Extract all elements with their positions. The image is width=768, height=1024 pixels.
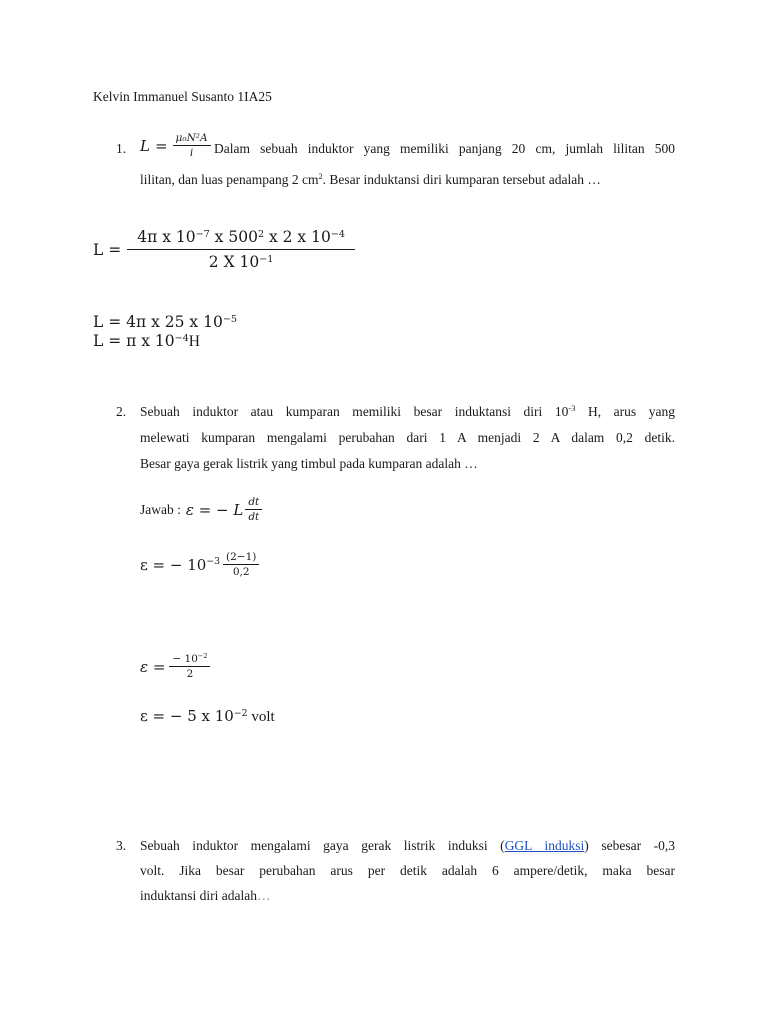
q1-calc1-fraction xyxy=(127,228,355,271)
q2-step2 xyxy=(140,653,210,680)
q1-formula-numerator: μ₀N²A xyxy=(173,132,211,146)
q2-step3: ε = − 5 x $10^{-2}$ volt xyxy=(140,707,275,725)
q2-jawab-label: Jawab : xyxy=(140,501,181,517)
q1-calc3: L = π x $10^{-4}H$ xyxy=(93,332,200,350)
q2-jawab-fraction: $\frac{dt}{dt}$ xyxy=(245,496,262,523)
q2-number: 2. xyxy=(116,404,127,419)
q1-calc1-denominator: 2 X $10^{-1}$ xyxy=(208,253,274,271)
q2-line2: melewati kumparan mengalami perubahan dari 1 A menjadi 2 A dalam 0,2 detik. xyxy=(140,430,675,445)
q2-step1 xyxy=(140,551,259,578)
q1-text-line1: Dalam sebuah induktor yang memiliki panjang 20 cm, jumlah lilitan 500 xyxy=(214,141,675,156)
q2-step1-lhs: ε = − $10^{-3}$ xyxy=(140,555,221,574)
q3-line3: induktansi diri adalah… xyxy=(140,888,271,903)
q1-formula-eq: = xyxy=(154,136,168,155)
q2-step1-fraction: $\frac{(2-1)}{0,2}$ xyxy=(223,551,259,578)
q1-text-line2: lilitan, dan luas penampang 2 $cm^2$. Besar induktansi diri kumparan tersebut adalah … xyxy=(140,172,601,187)
q1-calc1-numerator: 4π x $10^{-7}$ x $500^2$ x 2 x $10^{-4}$ xyxy=(127,228,355,250)
q1-number: 1. xyxy=(116,141,127,156)
q2-jawab-lhs: ε = − L xyxy=(185,500,244,519)
q1-formula-fraction xyxy=(173,132,211,159)
author-line: Kelvin Immanuel Susanto 1IA25 xyxy=(93,89,272,104)
q2-line1: Sebuah induktor atau kumparan memiliki besar induktansi diri $10^{-3}$ H, arus yang xyxy=(140,404,676,419)
q2-step2-lhs: ε = xyxy=(140,657,166,676)
q1-formula-line xyxy=(140,132,211,159)
q3-number: 3. xyxy=(116,838,127,853)
q1-calc1-lhs: L = xyxy=(93,240,122,259)
q1-formula-denominator: i xyxy=(189,147,194,159)
q1-formula-L: L xyxy=(140,136,150,155)
q3-line1: Sebuah induktor mengalami gaya gerak listrik induksi (GGL induksi) sebesar -0,3 xyxy=(140,838,676,853)
q1-calc2: L = 4π x 25 x $10^{-5}$ xyxy=(93,313,237,331)
q2-line3: Besar gaya gerak listrik yang timbul pada kumparan adalah … xyxy=(140,456,478,471)
q2-jawab xyxy=(140,496,262,523)
ggl-induksi-link[interactable]: GGL induksi xyxy=(504,838,585,853)
q2-step2-fraction: $\frac{- 10^{-2}}{2}$ xyxy=(169,653,210,680)
q3-line2: volt. Jika besar perubahan arus per detik adalah 6 ampere/detik, maka besar xyxy=(140,863,675,878)
q1-calc1 xyxy=(93,228,355,271)
